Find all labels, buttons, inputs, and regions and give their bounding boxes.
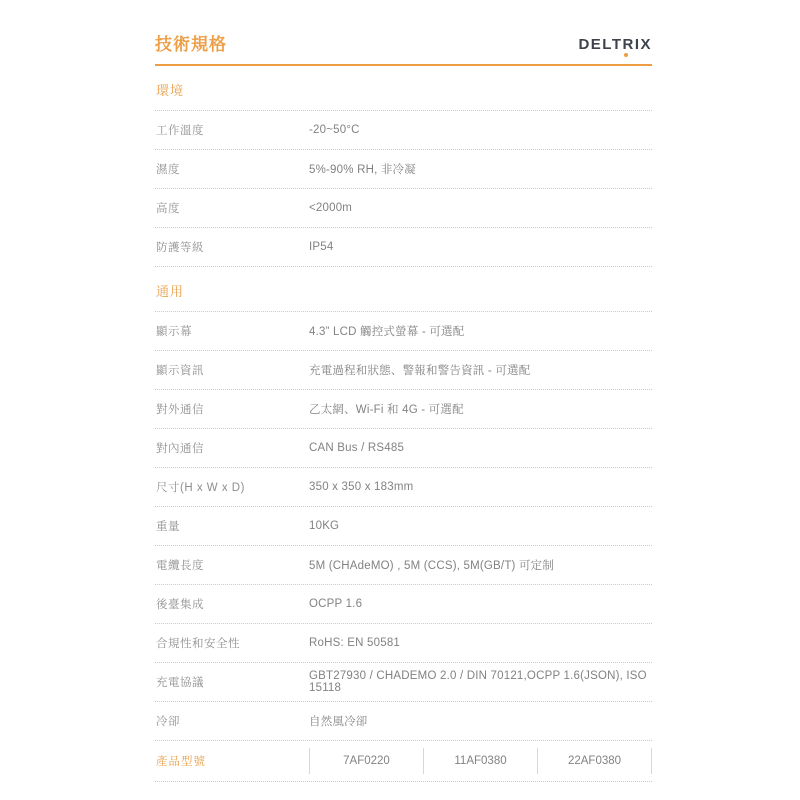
- spec-row-display-info: [155, 351, 652, 390]
- spec-value: 10KG: [309, 520, 340, 532]
- spec-value: 4.3” LCD 觸控式螢幕 - 可選配: [309, 326, 465, 338]
- spec-value: 自然風冷卻: [309, 716, 368, 728]
- spec-label: 防護等級: [156, 242, 204, 254]
- spec-label: 顯示資訊: [156, 365, 204, 377]
- spec-label: 冷卻: [156, 716, 180, 728]
- spec-value: IP54: [309, 241, 334, 253]
- spec-row-weight: [155, 507, 652, 546]
- page-header: [155, 30, 652, 66]
- product-model-row: [155, 741, 652, 782]
- deltrix-logo-text: DELTRIX: [578, 36, 652, 53]
- deltrix-logo: [578, 37, 652, 55]
- product-model-7AF0220: 7AF0220: [309, 748, 423, 774]
- spec-value: 5%-90% RH, 非冷凝: [309, 164, 416, 176]
- logo-accent-dot: [624, 53, 628, 57]
- spec-row-backend-integration: [155, 585, 652, 624]
- product-model-label: 產品型號: [156, 756, 206, 768]
- spec-value: CAN Bus / RS485: [309, 442, 405, 454]
- spec-label: 顯示幕: [156, 326, 192, 338]
- spec-value: <2000m: [309, 202, 353, 214]
- section-title-general: 通用: [155, 267, 652, 312]
- spec-row-dimensions: [155, 468, 652, 507]
- spec-value: 5M (CHAdeMO) , 5M (CCS), 5M(GB/T) 可定制: [309, 560, 555, 572]
- spec-row-humidity: [155, 150, 652, 189]
- spec-row-protection-rating: [155, 228, 652, 267]
- spec-row-display: [155, 312, 652, 351]
- spec-label: 充電協議: [156, 677, 204, 689]
- spec-label: 合規性和安全性: [156, 638, 240, 650]
- spec-label: 電纜長度: [156, 560, 204, 572]
- spec-label: 重量: [156, 521, 180, 533]
- spec-label: 高度: [156, 203, 180, 215]
- spec-row-cable-length: [155, 546, 652, 585]
- spec-label: 工作溫度: [156, 125, 204, 137]
- spec-label: 對內通信: [156, 443, 204, 455]
- spec-value: RoHS: EN 50581: [309, 637, 401, 649]
- spec-label: 後臺集成: [156, 599, 204, 611]
- spec-value: GBT27930 / CHADEMO 2.0 / DIN 70121,OCPP 1.6(JSON), ISO 15118: [309, 670, 647, 694]
- page-title: 技術規格: [155, 35, 227, 54]
- product-model-11AF0380: 11AF0380: [423, 748, 537, 774]
- spec-row-cooling: [155, 702, 652, 741]
- spec-label: 濕度: [156, 164, 180, 176]
- product-model-cells: [309, 748, 652, 774]
- spec-row-external-communication: [155, 390, 652, 429]
- spec-row-operating-temperature: [155, 111, 652, 150]
- spec-value: 350 x 350 x 183mm: [309, 481, 414, 493]
- spec-label: 對外通信: [156, 404, 204, 416]
- spec-row-altitude: [155, 189, 652, 228]
- spec-content: [155, 30, 652, 782]
- spec-value: -20~50°C: [309, 124, 360, 136]
- spec-value: 充電過程和狀態、警報和警告資訊 - 可選配: [309, 365, 531, 377]
- section-title-environment: 環境: [155, 66, 652, 111]
- spec-row-charging-protocol: [155, 663, 652, 702]
- spec-value: OCPP 1.6: [309, 598, 363, 610]
- spec-row-internal-communication: [155, 429, 652, 468]
- product-model-22AF0380: 22AF0380: [537, 748, 652, 774]
- spec-label: 尺寸(H x W x D): [156, 482, 245, 494]
- spec-row-compliance-safety: [155, 624, 652, 663]
- spec-value: 乙太網、Wi-Fi 和 4G - 可選配: [309, 404, 464, 416]
